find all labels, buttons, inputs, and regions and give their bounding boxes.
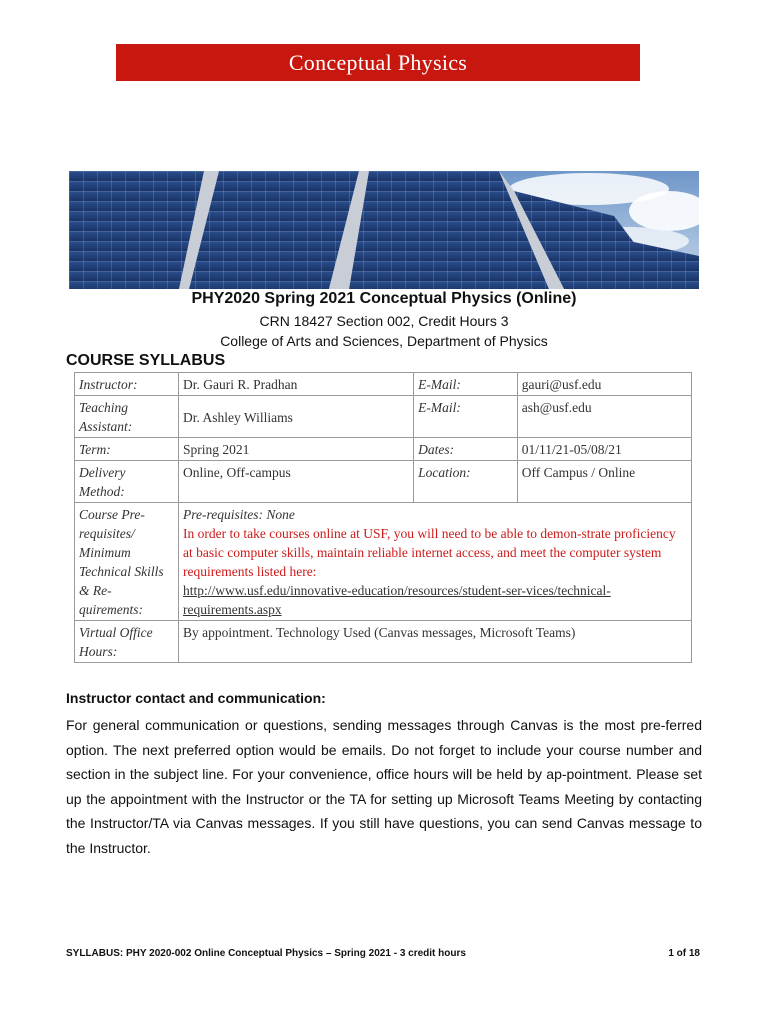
prereq-cell [178,503,691,621]
table-row [75,503,692,621]
dates-label: Dates: [414,438,518,461]
prereq-note: In order to take courses online at USF, you will need to be able to demon-strate proficiency at basic computer skills, maintain reliable internet access, and meet the computer system requirements listed here: [182,526,676,579]
table-row [75,438,692,461]
term-label: Term: [75,438,179,461]
contact-paragraph: For general communication or questions, sending messages through Canvas is the most pre-ferred option. The next preferred option would be emails. Do not forget to include your course number and section in the subject line. For your convenience, office hours will be held by ap-pointment. Please set up the appointment with the Instructor or the TA for setting up Microsoft Teams Meeting by contacting the Instructor/TA via Canvas messages. If you still have questions, you can send Canvas message to the Instructor. [66,717,702,856]
course-banner: Conceptual Physics [116,44,640,81]
term-value: Spring 2021 [178,438,413,461]
prereq-label: Course Pre-requisites/ Minimum Technical Skills & Re-quirements: [75,503,179,621]
solar-panels-photo [69,171,699,289]
ta-email[interactable]: ash@usf.edu [517,396,691,438]
footer-course-info: SYLLABUS: PHY 2020-002 Online Conceptual Physics – Spring 2021 - 3 credit hours [66,948,466,959]
location-value: Off Campus / Online [517,461,691,503]
contact-heading: Instructor contact and communication: [66,690,326,706]
instructor-email[interactable]: gauri@usf.edu [517,373,691,396]
office-hours-value: By appointment. Technology Used (Canvas messages, Microsoft Teams) [178,621,691,663]
tech-requirements-link[interactable]: http://www.usf.edu/innovative-education/resources/student-ser-vices/technical-requirements.aspx [182,583,611,617]
ta-label: Teaching Assistant: [75,396,179,438]
table-row [75,621,692,663]
ta-value: Dr. Ashley Williams [178,396,413,438]
instructor-value: Dr. Gauri R. Pradhan [178,373,413,396]
delivery-value: Online, Off-campus [178,461,413,503]
table-row [75,396,692,438]
table-row [75,461,692,503]
syllabus-heading: COURSE SYLLABUS [66,352,226,369]
office-hours-label: Virtual Office Hours: [75,621,179,663]
email-label: E-Mail: [414,373,518,396]
ta-email-label: E-Mail: [414,396,518,438]
dates-value: 01/11/21-05/08/21 [517,438,691,461]
course-info-table [74,372,692,663]
instructor-label: Instructor: [75,373,179,396]
course-title: PHY2020 Spring 2021 Conceptual Physics (Online) [191,290,577,307]
delivery-label: Delivery Method: [75,461,179,503]
page-number: 1 of 18 [668,948,700,959]
crn-line: CRN 18427 Section 002, Credit Hours 3 [259,313,509,329]
college-line: College of Arts and Sciences, Department of Physics [220,333,548,349]
table-row [75,373,692,396]
location-label: Location: [414,461,518,503]
prereq-value: Pre-requisites: None [182,507,295,522]
